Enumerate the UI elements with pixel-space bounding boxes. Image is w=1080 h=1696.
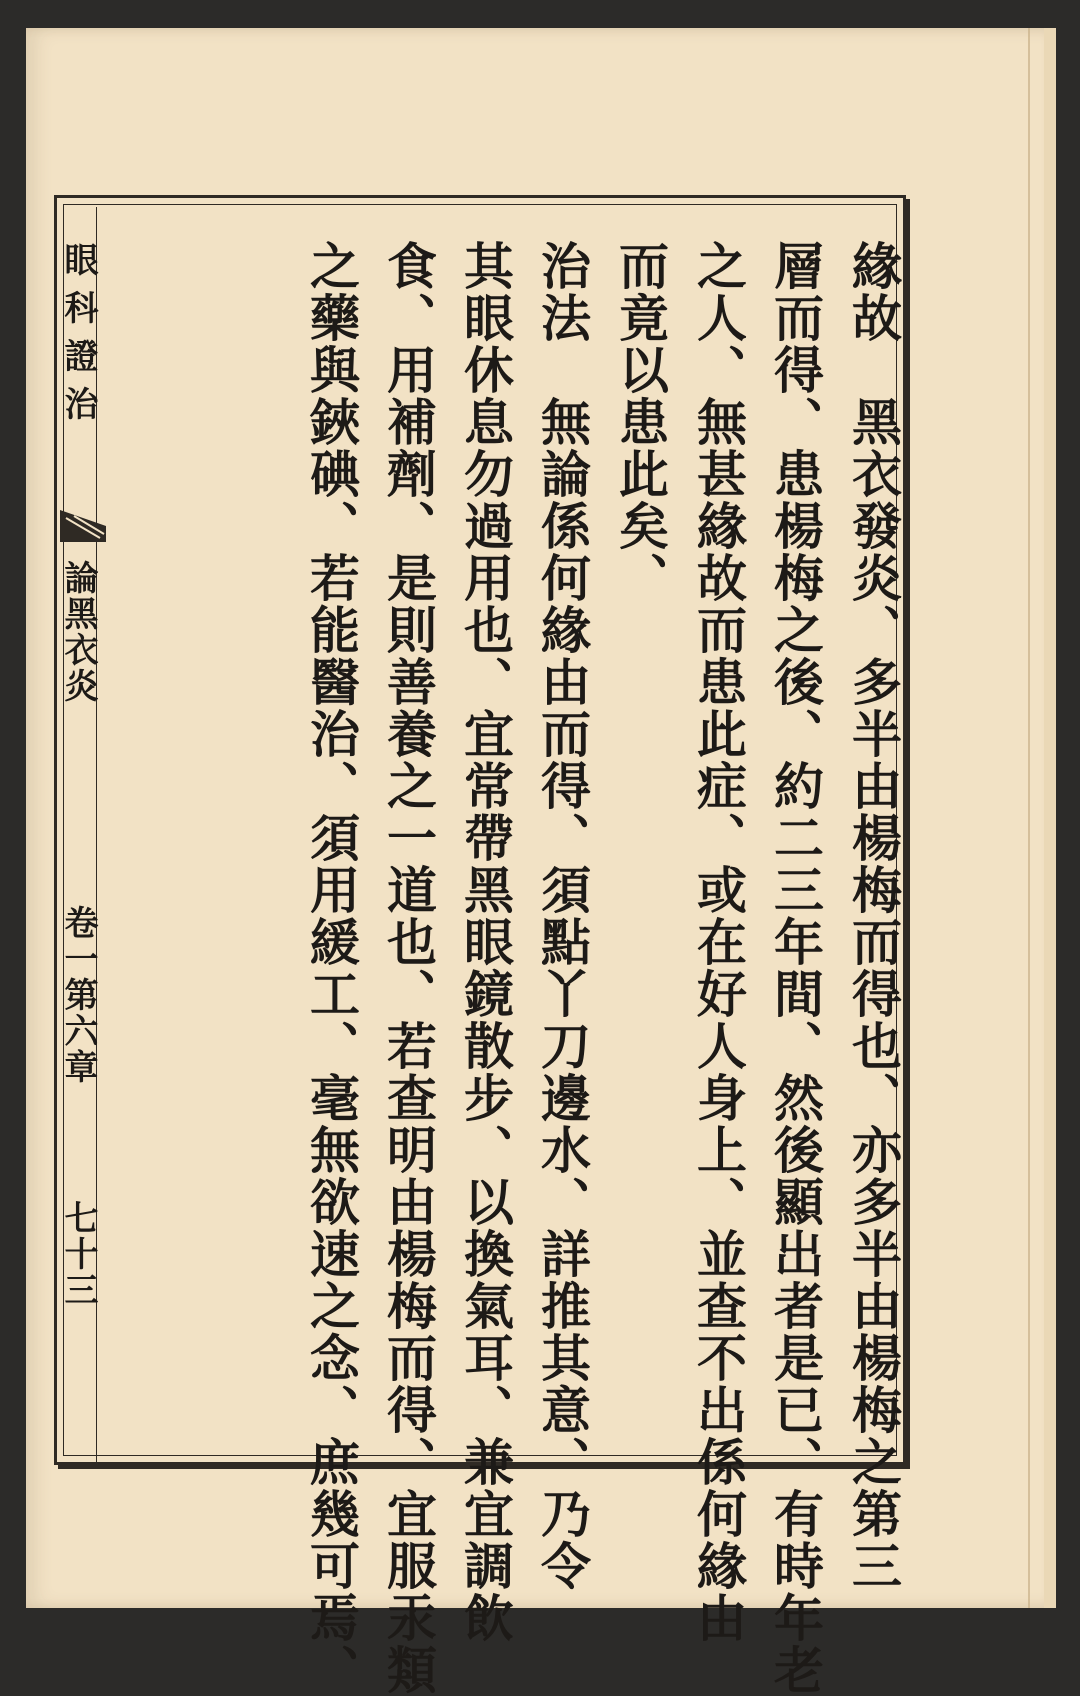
text-column: 食、用補劑、是則善養之一道也、若查明由楊梅而得、宜服汞類 — [379, 240, 438, 1696]
page-number: 七十三 — [58, 1200, 98, 1308]
section-title: 論黑衣炎 — [58, 560, 98, 704]
page-edge — [1044, 28, 1056, 1608]
running-title: 眼科證治 — [58, 242, 98, 434]
text-column: 而竟以患此矣、 — [611, 240, 670, 604]
text-column: 之藥與鋏碘、若能醫治、須用緩工、毫無欲速之念、庶幾可焉、 — [302, 240, 361, 1696]
text-column: 治法 無論係何緣由而得、須點丫刀邊水、詳推其意、乃令 — [533, 240, 592, 1592]
text-column: 之人、無甚緣故而患此症、或在好人身上、並查不出係何緣由 — [689, 240, 748, 1644]
text-column: 緣故 黑衣發炎、多半由楊梅而得也、亦多半由楊梅之第三 — [844, 240, 903, 1592]
page-gutter — [1028, 28, 1040, 1608]
fishtail-mark-icon — [60, 508, 106, 542]
text-column: 層而得、患楊梅之後、約二三年間、然後顯出者是已、有時年老 — [766, 240, 825, 1696]
text-column: 其眼休息勿過用也、宜常帶黑眼鏡散步、以換氣耳、兼宜調飲 — [456, 240, 515, 1644]
chapter-label: 卷一第六章 — [58, 905, 98, 1085]
